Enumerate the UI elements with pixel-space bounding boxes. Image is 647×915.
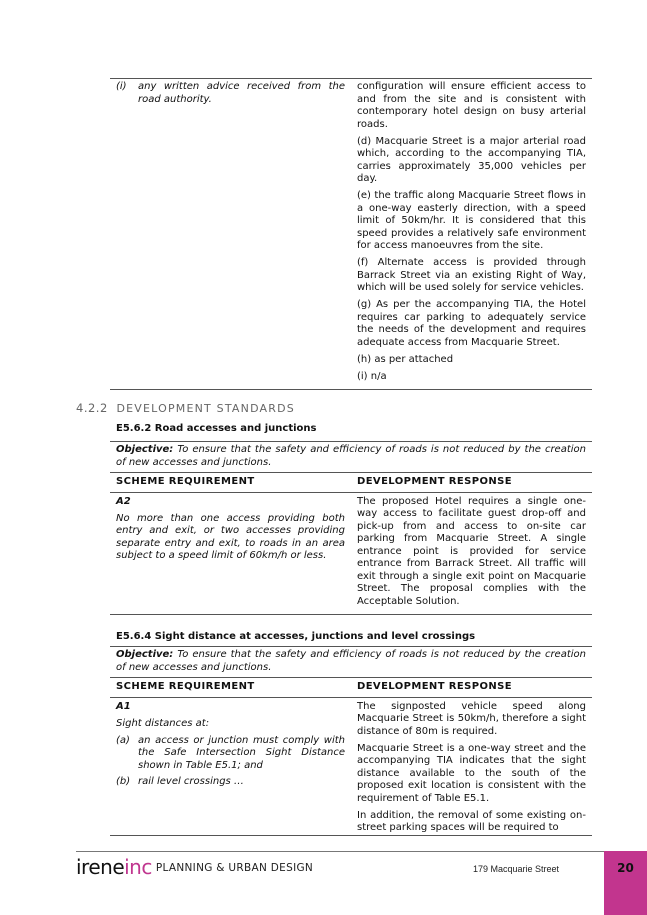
response-paragraph: In addition, the removal of some existing on-street parking spaces will be required to [357,809,586,833]
block2-response-cell [351,697,592,835]
block2-requirement-cell [110,697,351,835]
objective-label: Objective: [116,444,174,455]
objective-text: To ensure that the safety and efficiency of roads is not reduced by the creation of new accesses and junctions. [116,444,586,468]
objective-label: Objective: [116,649,174,660]
page-number: 20 [604,851,647,915]
block1-objective [110,441,592,472]
block1-requirement-cell [110,492,351,614]
item-number: (b) [116,776,131,787]
block2-title: E5.6.4 Sight distance at accesses, junctions and level crossings [116,631,476,642]
logo-text-inc: inc [124,855,152,879]
item-text: an access or junction must comply with the Safe Intersection Sight Distance shown in Table E5.1; and [138,734,345,771]
objective-text: To ensure that the safety and efficiency of roads is not reduced by the creation of new accesses and junctions. [116,649,586,673]
response-paragraph: Macquarie Street is a one-way street and the accompanying TIA indicates that the sight distance available to the south of the proposed exit location is consistent with the requirement of Table E5.1. [357,742,586,804]
top-table-left-cell [110,79,351,390]
response-paragraph: (i) n/a [357,370,387,382]
response-paragraph: (h) as per attached [357,353,454,365]
block2-table [110,646,592,836]
requirement-item [116,776,345,789]
section-number: 4.2.2 [76,401,108,415]
item-number: (a) [116,734,130,746]
requirement-code: A2 [116,495,131,507]
company-logo [76,855,313,879]
block1-response-cell [351,492,592,614]
block1-table [110,441,592,615]
logo-text-irene: irene [76,855,125,879]
column-header-response: DEVELOPMENT RESPONSE [357,681,512,692]
item-text: any written advice received from the road authority. [138,81,345,105]
response-paragraph: (g) As per the accompanying TIA, the Hotel requires car parking to adequately service the needs of the development and requires adequate access from Macquarie Street. [357,299,586,348]
logo-tagline: PLANNING & URBAN DESIGN [155,862,314,874]
block2-objective [110,646,592,677]
requirement-intro: Sight distances at: [116,717,210,729]
requirement-text: No more than one access providing both entry and exit, or two accesses providing separate entry and exit, to roads in an area subject to a speed limit of 60km/h or less. [116,512,345,561]
response-paragraph: (d) Macquarie Street is a major arterial road which, according to the accompanying TIA, carries approximately 35,000 vehicles per day. [357,135,586,184]
top-table [110,78,592,390]
column-header-requirement: SCHEME REQUIREMENT [116,476,255,487]
response-paragraph: (e) the traffic along Macquarie Street flows in a one-way easterly direction, with a speed limit of 50km/hr. It is considered that this speed provides a relatively safe environment for access manoeuvres from the site. [357,190,586,251]
response-paragraph: (f) Alternate access is provided through Barrack Street via an existing Right of Way, which will be used solely for service vehicles. [357,257,586,293]
requirement-code: A1 [116,700,131,712]
column-header-requirement: SCHEME REQUIREMENT [116,681,255,692]
requirement-item [116,735,345,773]
response-paragraph: The signposted vehicle speed along Macquarie Street is 50km/h, therefore a sight distance of 80m is required. [357,700,586,737]
column-header-response: DEVELOPMENT RESPONSE [357,476,512,487]
section-heading [76,401,295,415]
footer-address: 179 Macquarie Street [473,864,560,874]
item-text: rail level crossings … [138,776,244,787]
footer-divider [76,851,604,852]
item-number: (i) [116,81,127,92]
section-title: DEVELOPMENT STANDARDS [116,402,295,415]
top-table-right-cell [351,79,592,390]
block1-title: E5.6.2 Road accesses and junctions [116,423,317,434]
response-paragraph: The proposed Hotel requires a single one-way access to facilitate guest drop-off and pick-up from and access to on-site car parking from Macquarie Street. A single entrance point is provided for service entrance from Barrack Street. All traffic will exit through a single exit point on Macquarie Street. The proposal complies with the Acceptable Solution. [357,495,586,607]
response-paragraph: configuration will ensure efficient access to and from the site and is consistent with contemporary hotel design on busy arterial roads. [357,81,586,130]
